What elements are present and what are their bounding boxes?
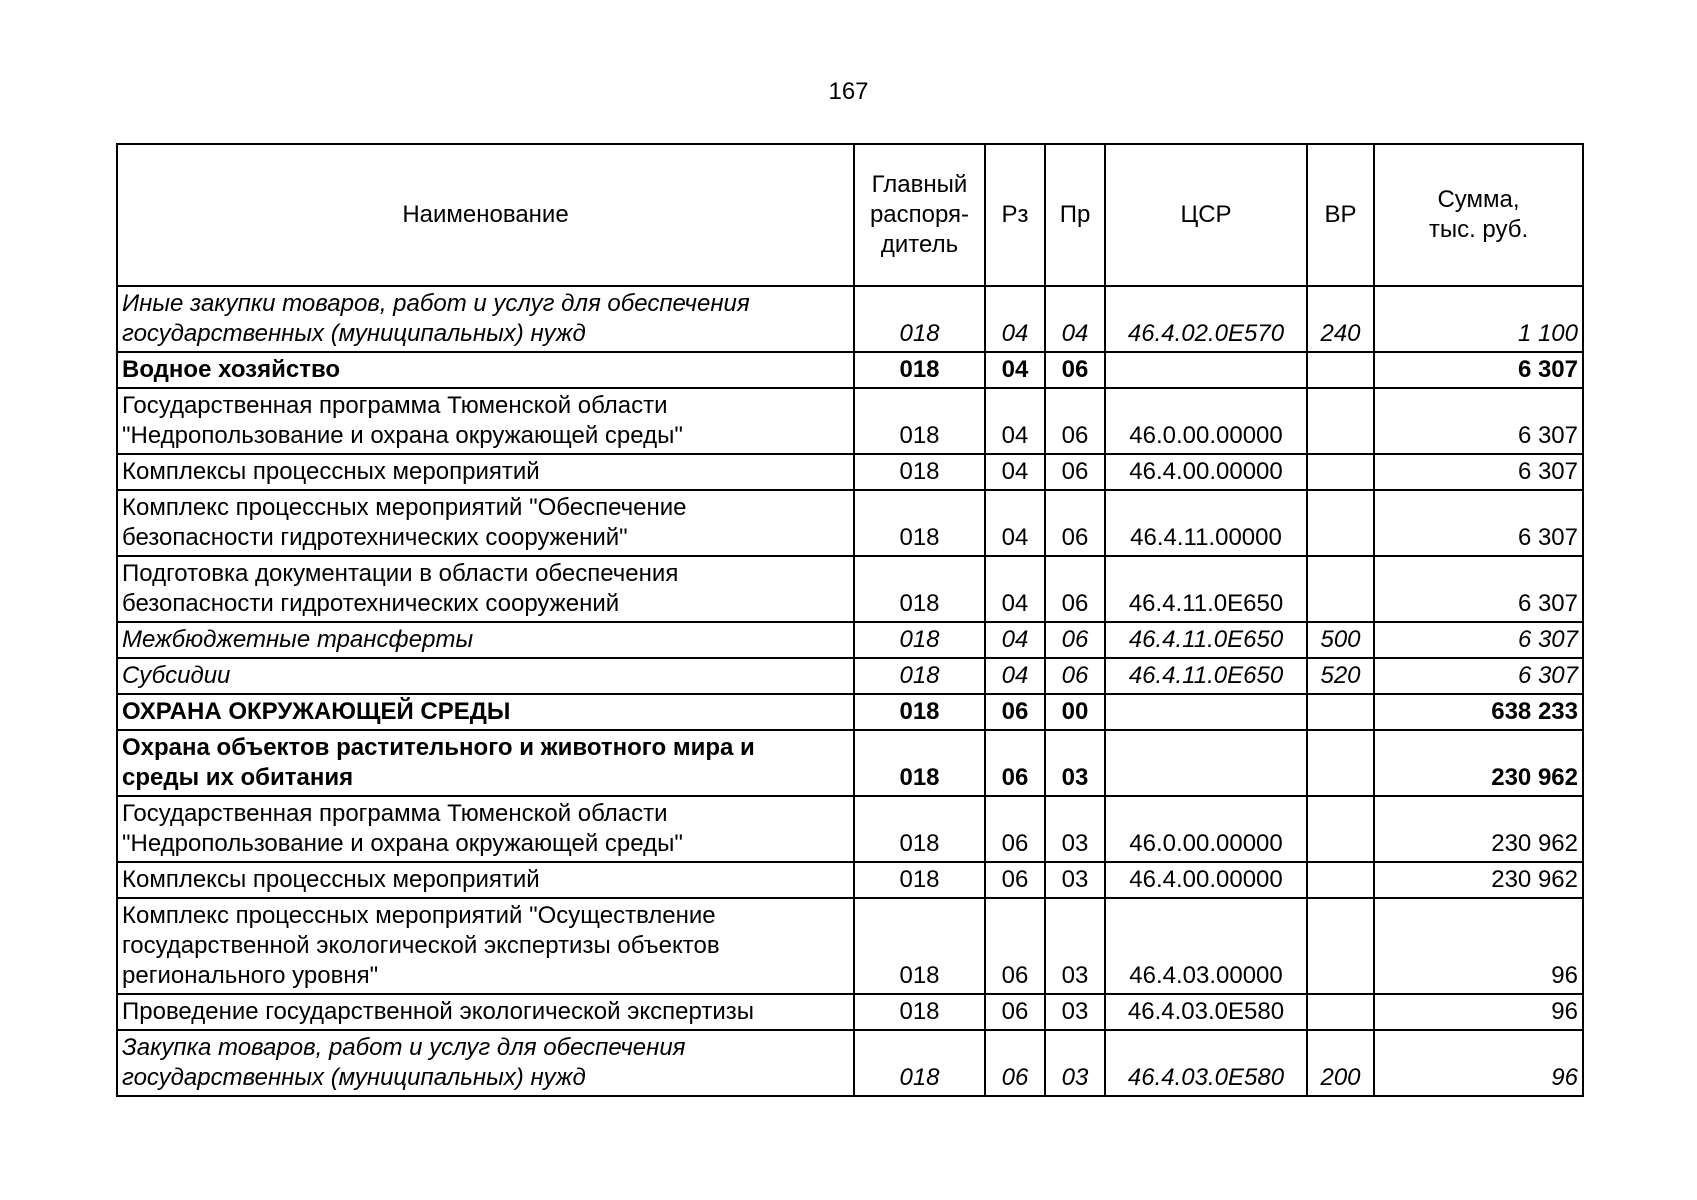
row-section: 04 [985,490,1045,556]
row-sum: 6 307 [1374,658,1583,694]
row-section: 04 [985,658,1045,694]
row-subsection: 06 [1045,556,1105,622]
row-main-manager: 018 [854,730,985,796]
row-section: 04 [985,556,1045,622]
row-expense-type [1307,730,1374,796]
row-sum: 6 307 [1374,622,1583,658]
row-section: 06 [985,796,1045,862]
row-name-line: "Недропользование и охрана окружающей среды" [122,422,683,449]
row-section: 06 [985,694,1045,730]
row-main-manager: 018 [854,490,985,556]
budget-table [116,143,1584,1097]
row-target-article [1105,694,1307,730]
row-name-line: Государственная программа Тюменской области [122,392,668,419]
row-expense-type [1307,454,1374,490]
table-row [117,898,1583,994]
row-main-manager: 018 [854,286,985,352]
row-sum: 96 [1374,1030,1583,1096]
page-number: 167 [828,78,869,105]
row-target-article: 46.4.11.0Е650 [1105,556,1307,622]
header-main-manager [854,144,985,286]
row-section: 06 [985,730,1045,796]
row-name [117,490,854,556]
header-main-manager-line3: дитель [880,231,959,258]
table-row [117,388,1583,454]
row-target-article: 46.4.03.0Е580 [1105,1030,1307,1096]
table-row [117,994,1583,1030]
row-name-line: Закупка товаров, работ и услуг для обеспечения [122,1034,686,1061]
table-row [117,490,1583,556]
row-name-line: Иные закупки товаров, работ и услуг для обеспечения [122,290,750,317]
row-subsection: 06 [1045,658,1105,694]
row-main-manager: 018 [854,994,985,1030]
row-name-line: Охрана объектов растительного и животного мира и [122,734,755,761]
row-main-manager: 018 [854,796,985,862]
row-main-manager: 018 [854,388,985,454]
row-name [117,658,854,694]
row-name-line: регионального уровня" [122,962,379,989]
table-row [117,694,1583,730]
table-row [117,286,1583,352]
table-row [117,730,1583,796]
row-subsection: 03 [1045,898,1105,994]
row-expense-type: 520 [1307,658,1374,694]
row-name [117,694,854,730]
row-section: 06 [985,898,1045,994]
row-target-article: 46.4.03.00000 [1105,898,1307,994]
header-sum [1374,144,1583,286]
row-main-manager: 018 [854,862,985,898]
header-sum-line1: Сумма, [1437,186,1520,213]
row-target-article: 46.4.00.00000 [1105,862,1307,898]
row-target-article: 46.0.00.00000 [1105,388,1307,454]
row-name [117,862,854,898]
row-sum: 230 962 [1374,862,1583,898]
header-target-article: ЦСР [1105,144,1307,286]
row-sum: 96 [1374,994,1583,1030]
row-name-line: безопасности гидротехнических сооружений" [122,524,628,551]
row-expense-type [1307,352,1374,388]
row-sum: 6 307 [1374,454,1583,490]
row-subsection: 06 [1045,352,1105,388]
row-name [117,556,854,622]
row-subsection: 06 [1045,622,1105,658]
row-subsection: 06 [1045,454,1105,490]
row-target-article [1105,730,1307,796]
row-expense-type [1307,796,1374,862]
header-main-manager-line2: распоря- [869,201,970,228]
row-section: 06 [985,862,1045,898]
row-main-manager: 018 [854,898,985,994]
row-name-line: Водное хозяйство [122,356,341,383]
table-row [117,352,1583,388]
row-section: 04 [985,622,1045,658]
row-main-manager: 018 [854,556,985,622]
table-row [117,454,1583,490]
row-expense-type: 500 [1307,622,1374,658]
row-subsection: 00 [1045,694,1105,730]
row-sum: 6 307 [1374,556,1583,622]
row-name-line: Государственная программа Тюменской области [122,800,668,827]
row-name-line: государственной экологической экспертизы объектов [122,932,720,959]
row-name-line: "Недропользование и охрана окружающей среды" [122,830,683,857]
row-sum: 6 307 [1374,352,1583,388]
header-name: Наименование [117,144,854,286]
row-name [117,388,854,454]
row-section: 06 [985,994,1045,1030]
header-subsection: Пр [1045,144,1105,286]
row-name [117,898,854,994]
row-name-line: ОХРАНА ОКРУЖАЮЩЕЙ СРЕДЫ [122,698,511,725]
row-expense-type [1307,490,1374,556]
row-name-line: государственных (муниципальных) нужд [122,1064,586,1091]
row-section: 04 [985,352,1045,388]
row-sum: 96 [1374,898,1583,994]
header-row [117,144,1583,286]
row-target-article: 46.4.11.00000 [1105,490,1307,556]
row-expense-type [1307,898,1374,994]
row-main-manager: 018 [854,1030,985,1096]
row-section: 04 [985,388,1045,454]
row-name [117,730,854,796]
row-subsection: 03 [1045,994,1105,1030]
row-sum: 638 233 [1374,694,1583,730]
row-name-line: среды их обитания [122,764,354,791]
row-main-manager: 018 [854,454,985,490]
row-section: 06 [985,1030,1045,1096]
row-name-line: Проведение государственной экологической экспертизы [122,998,754,1025]
row-name [117,454,854,490]
row-sum: 6 307 [1374,388,1583,454]
row-section: 04 [985,454,1045,490]
table-body [117,286,1583,1096]
row-main-manager: 018 [854,622,985,658]
row-sum: 230 962 [1374,796,1583,862]
row-name-line: Комплекс процессных мероприятий "Обеспечение [122,494,687,521]
row-name [117,352,854,388]
row-target-article: 46.4.02.0Е570 [1105,286,1307,352]
header-section: Рз [985,144,1045,286]
row-name [117,1030,854,1096]
row-main-manager: 018 [854,658,985,694]
row-name-line: безопасности гидротехнических сооружений [122,590,620,617]
row-name [117,622,854,658]
row-subsection: 06 [1045,388,1105,454]
row-target-article: 46.4.11.0Е650 [1105,622,1307,658]
row-subsection: 03 [1045,796,1105,862]
row-name-line: Субсидии [122,662,231,689]
row-name [117,994,854,1030]
row-expense-type [1307,862,1374,898]
row-subsection: 06 [1045,490,1105,556]
row-main-manager: 018 [854,694,985,730]
table-row [117,796,1583,862]
row-name [117,286,854,352]
row-name-line: Подготовка документации в области обеспечения [122,560,679,587]
row-subsection: 03 [1045,1030,1105,1096]
header-sum-line2: тыс. руб. [1428,216,1529,243]
row-section: 04 [985,286,1045,352]
row-target-article: 46.4.00.00000 [1105,454,1307,490]
row-target-article: 46.4.11.0Е650 [1105,658,1307,694]
row-expense-type [1307,694,1374,730]
row-sum: 6 307 [1374,490,1583,556]
row-name-line: Комплексы процессных мероприятий [122,458,540,485]
header-main-manager-line1: Главный [871,171,968,198]
row-subsection: 04 [1045,286,1105,352]
header-expense-type: ВР [1307,144,1374,286]
row-target-article [1105,352,1307,388]
row-expense-type [1307,388,1374,454]
row-sum: 1 100 [1374,286,1583,352]
table-row [117,658,1583,694]
table-row [117,556,1583,622]
row-sum: 230 962 [1374,730,1583,796]
row-target-article: 46.4.03.0Е580 [1105,994,1307,1030]
row-name-line: Комплекс процессных мероприятий "Осуществление [122,902,716,929]
table-row [117,622,1583,658]
row-main-manager: 018 [854,352,985,388]
row-subsection: 03 [1045,730,1105,796]
table-row [117,1030,1583,1096]
row-target-article: 46.0.00.00000 [1105,796,1307,862]
row-expense-type [1307,556,1374,622]
row-subsection: 03 [1045,862,1105,898]
row-name-line: Комплексы процессных мероприятий [122,866,540,893]
row-expense-type [1307,994,1374,1030]
row-name-line: государственных (муниципальных) нужд [122,320,586,347]
row-name-line: Межбюджетные трансферты [122,626,474,653]
row-expense-type: 200 [1307,1030,1374,1096]
table-row [117,862,1583,898]
row-name [117,796,854,862]
row-expense-type: 240 [1307,286,1374,352]
